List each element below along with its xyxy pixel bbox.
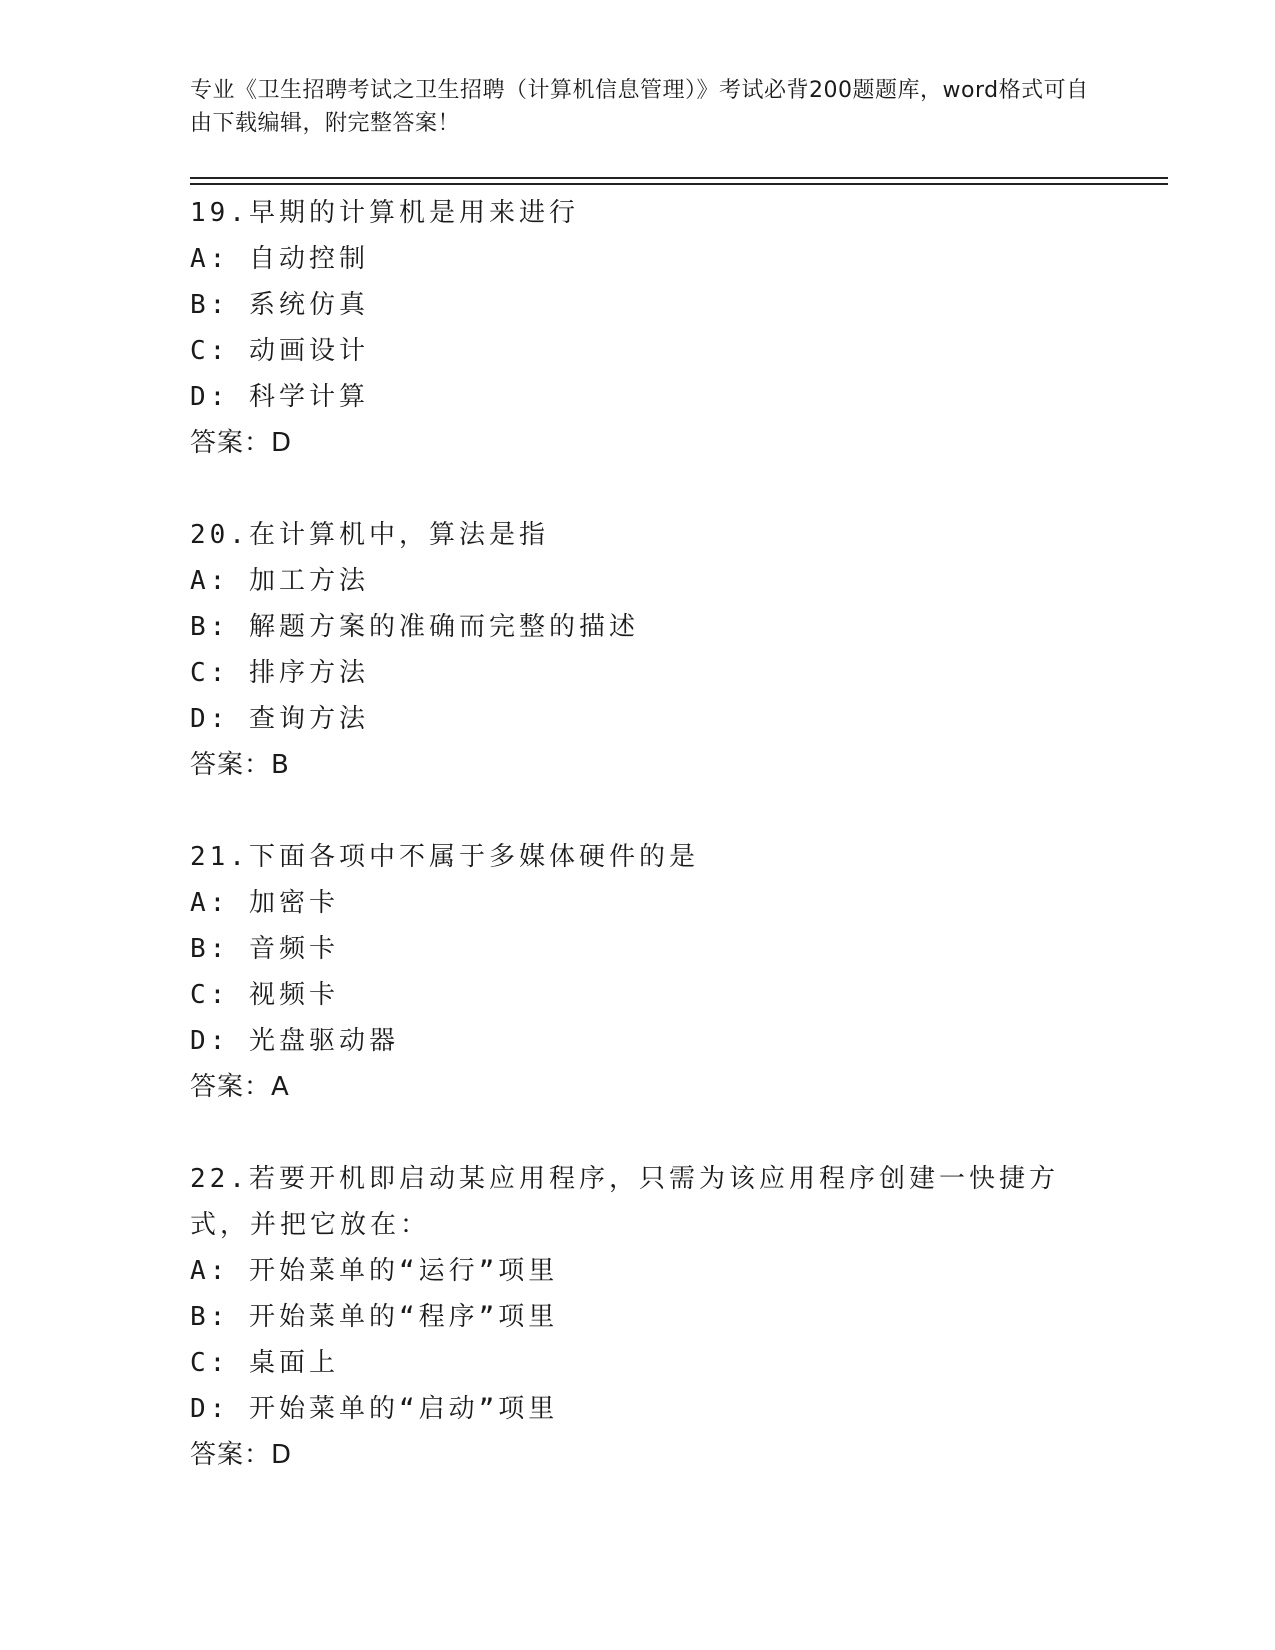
question-title: 20.在计算机中，算法是指 xyxy=(190,520,549,550)
option-c: C: 动画设计 xyxy=(190,336,369,366)
question-21 xyxy=(190,834,1170,1110)
question-title: 21.下面各项中不属于多媒体硬件的是 xyxy=(190,842,699,872)
answer-line: 答案：D xyxy=(190,1440,293,1470)
option-b: B: 开始菜单的“程序”项里 xyxy=(190,1302,559,1332)
option-c: C: 桌面上 xyxy=(190,1348,339,1378)
option-c: C: 视频卡 xyxy=(190,980,339,1010)
question-list xyxy=(190,190,1170,1524)
option-a: A: 加密卡 xyxy=(190,888,339,918)
option-c: C: 排序方法 xyxy=(190,658,369,688)
option-a: A: 自动控制 xyxy=(190,244,369,274)
answer-line: 答案：B xyxy=(190,750,290,780)
option-d: D: 光盘驱动器 xyxy=(190,1026,399,1056)
question-19 xyxy=(190,190,1170,466)
answer-line: 答案：A xyxy=(190,1072,290,1102)
option-a: A: 加工方法 xyxy=(190,566,369,596)
option-d: D: 查询方法 xyxy=(190,704,369,734)
option-b: B: 系统仿真 xyxy=(190,290,369,320)
option-d: D: 科学计算 xyxy=(190,382,369,412)
question-title: 19.早期的计算机是用来进行 xyxy=(190,198,579,228)
question-title: 22.若要开机即启动某应用程序，只需为该应用程序创建一快捷方式，并把它放在： xyxy=(190,1164,1059,1240)
option-d: D: 开始菜单的“启动”项里 xyxy=(190,1394,559,1424)
question-20 xyxy=(190,512,1170,788)
header-divider-bottom xyxy=(190,183,1168,185)
option-b: B: 解题方案的准确而完整的描述 xyxy=(190,612,639,642)
question-22 xyxy=(190,1156,1170,1478)
header-divider-top xyxy=(190,177,1168,179)
option-b: B: 音频卡 xyxy=(190,934,339,964)
document-header: 专业《卫生招聘考试之卫生招聘（计算机信息管理）》考试必背200题题库，word格式可自由下载编辑，附完整答案！ xyxy=(190,78,1089,136)
option-a: A: 开始菜单的“运行”项里 xyxy=(190,1256,559,1286)
answer-line: 答案：D xyxy=(190,428,293,458)
